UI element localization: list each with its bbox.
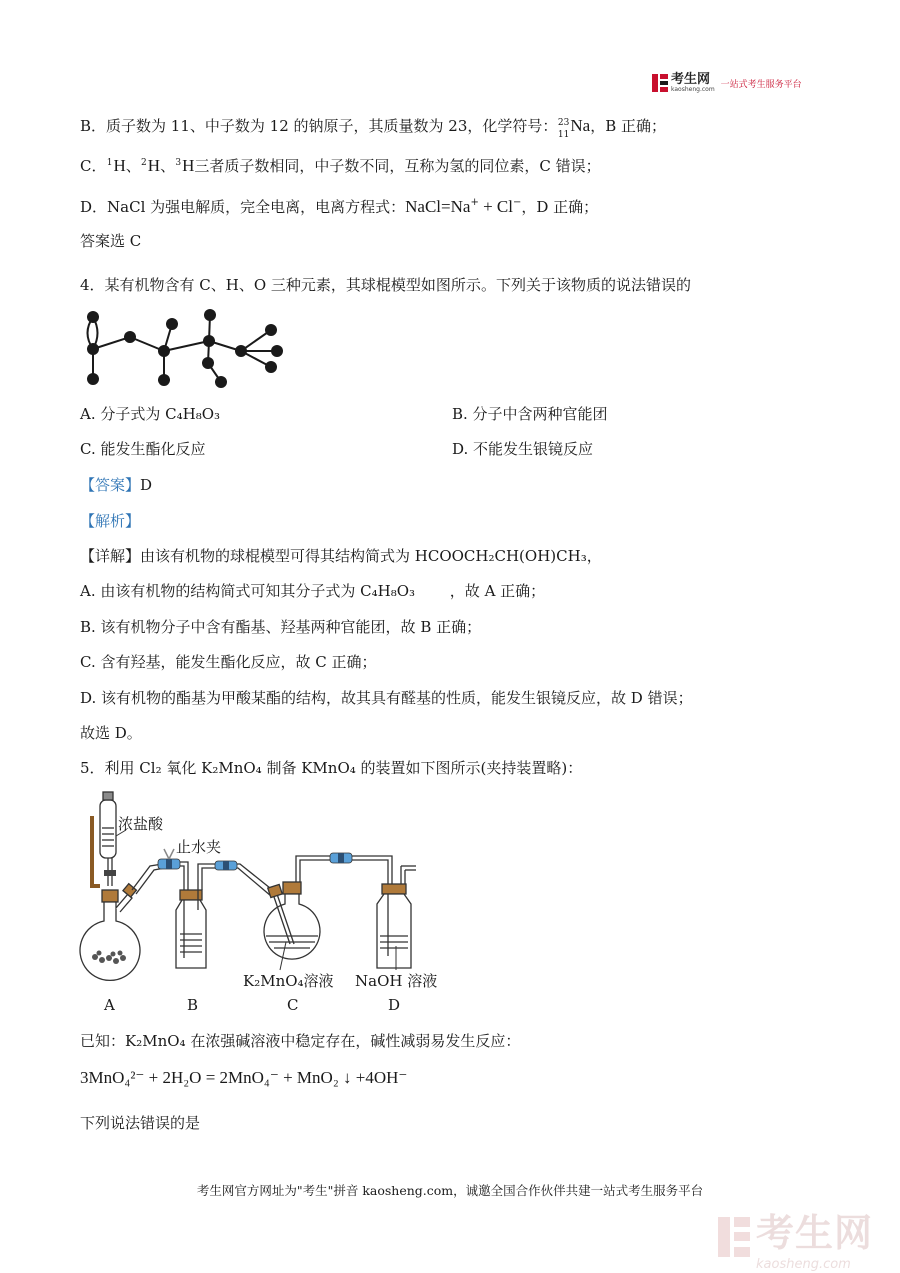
watermark-domain: kaosheng.com	[756, 1257, 851, 1272]
watermark-logo-icon	[718, 1217, 750, 1257]
ionization-formula-left: NaCl=Na	[405, 197, 471, 216]
brand-logo	[652, 72, 802, 94]
ionization-formula-right: + Cl	[478, 197, 513, 216]
h3-symbol: H	[182, 156, 195, 175]
pressure-tube	[92, 816, 100, 886]
q5-equation: 3MnO₄²⁻ + 2H₂O = 2MnO₄⁻ + MnO₂ ↓ +4OH⁻	[80, 1068, 408, 1087]
answer-value: D	[140, 476, 153, 494]
q4-explain-b: B. 该有机物分子中含有酯基、羟基两种官能团，故 B 正确；	[80, 618, 482, 636]
q3-c-text: 三者质子数相同，中子数不同，互称为氢的同位素，C 错误；	[194, 157, 601, 175]
label-k2mno4: K₂MnO₄溶液	[243, 972, 334, 990]
q4-option-a[interactable]: A. 分子式为 C₄H₈O₃	[80, 405, 221, 423]
h1-mass: 1	[106, 158, 113, 168]
watermark	[718, 1202, 873, 1272]
q3-b-verdict: ，B 正确；	[590, 117, 666, 135]
h2-mass: 2	[141, 158, 147, 168]
h3-mass: 3	[175, 158, 182, 168]
label-a: A	[104, 996, 115, 1014]
bottle-b	[176, 890, 206, 968]
q3-answer: 答案选 C	[80, 232, 142, 250]
q4-choose: 故选 D。	[80, 724, 142, 742]
label-c: C	[287, 996, 299, 1014]
logo-domain: kaosheng.com	[671, 85, 715, 93]
logo-tagline: 一站式考生服务平台	[720, 79, 802, 90]
flask-a	[80, 884, 140, 981]
na-mass-number: 23	[557, 118, 570, 128]
na-charge: +	[470, 197, 479, 208]
funnel-stopcock	[104, 870, 116, 876]
q3-option-c-explanation	[80, 156, 601, 176]
label-hcl: 浓盐酸	[118, 815, 164, 833]
h2-symbol: H	[147, 156, 161, 175]
q4-detail: 【详解】由该有机物的球棍模型可得其结构简式为 HCOOCH₂CH(OH)CH₃，	[80, 547, 602, 565]
q4-options-row2	[80, 439, 205, 459]
q3-d-text: D．NaCl 为强电解质，完全电离，电离方程式：	[80, 198, 406, 216]
logo-mark-icon	[652, 74, 668, 92]
q4-option-d[interactable]: D. 不能发生银镜反应	[452, 440, 594, 458]
q4-explain-a: A. 由该有机物的结构简式可知其分子式为 C₄H₈O₃ ，故 A 正确；	[80, 582, 546, 600]
label-clamp: 止水夹	[176, 838, 222, 856]
q4-explain-c: C. 含有羟基，能发生酯化反应，故 C 正确；	[80, 653, 377, 671]
na-symbol: Na	[570, 116, 591, 135]
q4-stem: 4．某有机物含有 C、H、O 三种元素，其球棍模型如图所示。下列关于该物质的说法错误的	[80, 276, 691, 294]
label-d: D	[388, 996, 401, 1014]
q4-options-row1	[80, 404, 220, 424]
na-isotope-notation	[557, 116, 570, 140]
q4-explain-d: D. 该有机物的酯基为甲酸某酯的结构，故其具有醛基的性质，能发生银镜反应，故 D 错误；	[80, 689, 693, 707]
q3-d-verdict: ，D 正确；	[521, 198, 599, 216]
q3-option-b-explanation	[80, 116, 666, 140]
ball-and-stick-model	[78, 305, 298, 395]
h1-symbol: H	[113, 156, 126, 175]
q4-option-c[interactable]: C. 能发生酯化反应	[80, 440, 206, 458]
label-naoh: NaOH 溶液	[355, 972, 438, 990]
flask-c	[264, 868, 320, 959]
answer-label: 【答案】	[80, 476, 141, 494]
q5-stem: 5．利用 Cl₂ 氧化 K₂MnO₄ 制备 KMnO₄ 的装置如下图所示(夹持装置略)：	[80, 759, 583, 777]
analysis-label: 【解析】	[80, 512, 141, 530]
cl-charge: −	[512, 197, 522, 208]
label-b: B	[187, 996, 199, 1014]
q3-c-prefix: C．	[80, 157, 107, 175]
q4-option-b[interactable]: B. 分子中含两种官能团	[452, 405, 608, 423]
q5-question: 下列说法错误的是	[80, 1114, 201, 1132]
q3-option-d-explanation	[80, 193, 598, 217]
q4-answer	[80, 475, 152, 495]
sep-2: 、	[160, 157, 176, 175]
q5-known: 已知：K₂MnO₄ 在浓强碱溶液中稳定存在，碱性减弱易发生反应：	[80, 1032, 521, 1050]
watermark-name: 考生网	[756, 1211, 874, 1255]
logo-name: 考生网	[671, 71, 711, 87]
na-atomic-number: 11	[557, 130, 570, 140]
page-footer: 考生网官方网址为"考生"拼音 kaosheng.com，诚邀全国合作伙伴共建一站式考生服务平台	[196, 1183, 704, 1198]
q3-b-text: B．质子数为 11、中子数为 12 的钠原子，其质量数为 23，化学符号：	[80, 117, 558, 135]
sep-1: 、	[125, 157, 141, 175]
